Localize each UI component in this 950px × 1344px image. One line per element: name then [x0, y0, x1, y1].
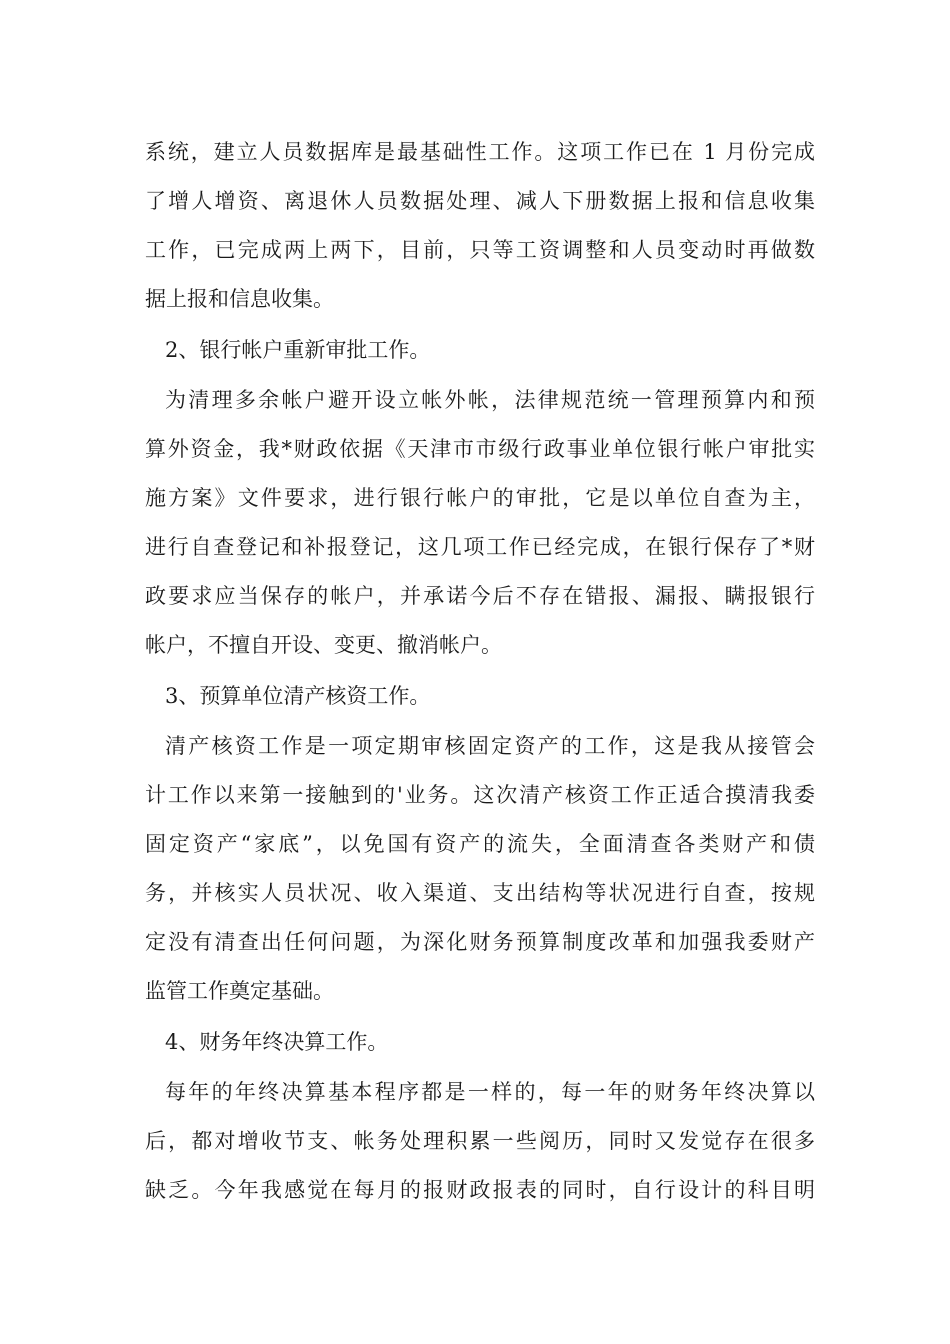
paragraph-line: 清产核资工作是一项定期审核固定资产的工作，这是我从接管会	[165, 734, 815, 758]
section-heading: 4、财务年终决算工作。	[165, 1030, 389, 1054]
paragraph-line: 帐户，不擅自开设、变更、撤消帐户。	[145, 633, 502, 657]
paragraph-line: 计工作以来第一接触到的'业务。这次清产核资工作正适合摸清我委	[145, 783, 815, 807]
paragraph-line: 务，并核实人员状况、收入渠道、支出结构等状况进行自查，按规	[145, 881, 815, 905]
paragraph-line: 缺乏。今年我感觉在每月的报财政报表的同时，自行设计的科目明	[145, 1178, 815, 1202]
paragraph-line: 监管工作奠定基础。	[145, 979, 334, 1003]
section-heading: 2、银行帐户重新审批工作。	[165, 338, 431, 362]
section-heading: 3、预算单位清产核资工作。	[165, 684, 431, 708]
paragraph-line: 后，都对增收节支、帐务处理积累一些阅历，同时又发觉存在很多	[145, 1129, 815, 1153]
paragraph-line: 定没有清查出任何问题，为深化财务预算制度改革和加强我委财产	[145, 930, 815, 954]
paragraph-line: 施方案》文件要求，进行银行帐户的审批，它是以单位自查为主，	[145, 486, 815, 510]
paragraph-line: 为清理多余帐户避开设立帐外帐，法律规范统一管理预算内和预	[165, 388, 815, 412]
paragraph-line: 算外资金，我*财政依据《天津市市级行政事业单位银行帐户审批实	[145, 437, 815, 461]
paragraph-line: 每年的年终决算基本程序都是一样的，每一年的财务年终决算以	[165, 1080, 815, 1104]
paragraph-line: 固定资产“家底”，以免国有资产的流失，全面清查各类财产和债	[145, 832, 815, 856]
paragraph-line: 了增人增资、离退休人员数据处理、减人下册数据上报和信息收集	[145, 189, 815, 213]
paragraph-line: 工作，已完成两上两下，目前，只等工资调整和人员变动时再做数	[145, 238, 815, 262]
paragraph-line: 系统，建立人员数据库是最基础性工作。这项工作已在 1 月份完成	[145, 140, 815, 164]
paragraph-line: 据上报和信息收集。	[145, 287, 334, 311]
paragraph-line: 进行自查登记和补报登记，这几项工作已经完成，在银行保存了*财	[145, 535, 815, 559]
paragraph-line: 政要求应当保存的帐户，并承诺今后不存在错报、漏报、瞒报银行	[145, 584, 815, 608]
